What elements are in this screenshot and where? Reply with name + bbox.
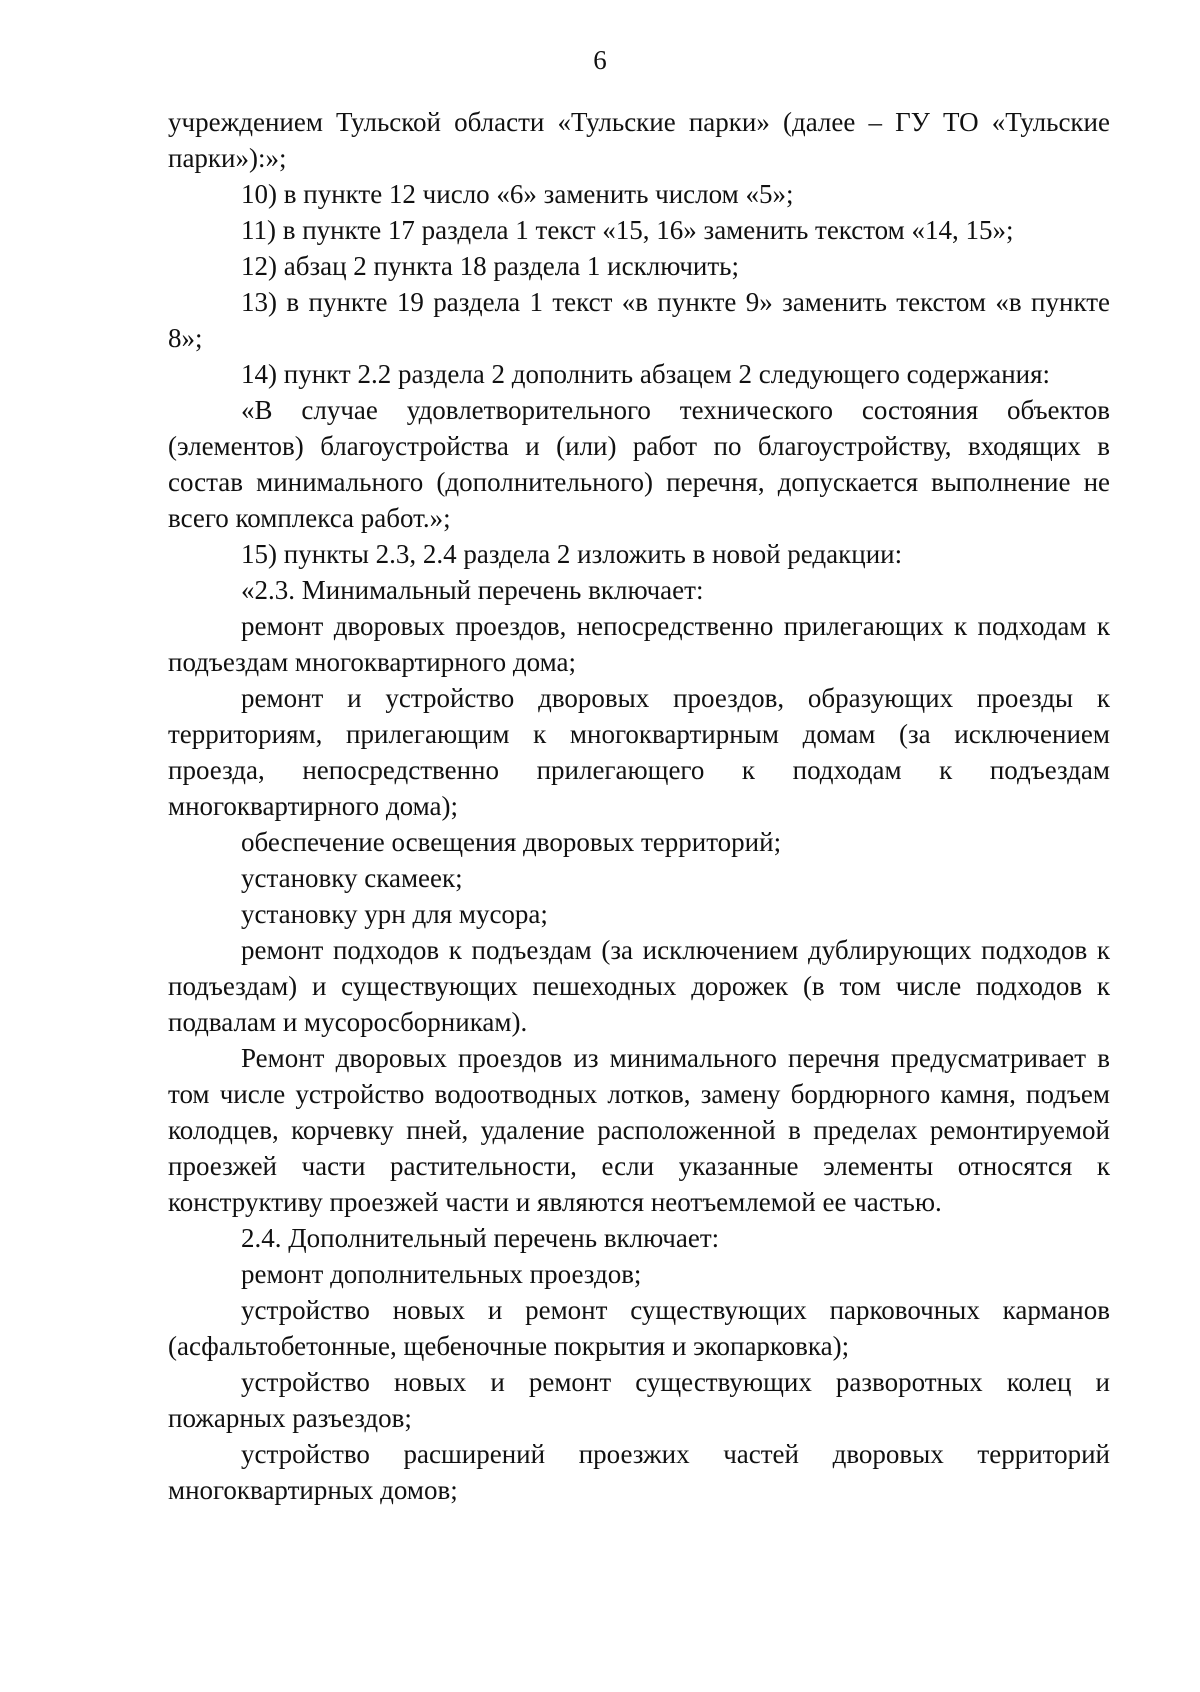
paragraph: 13) в пункте 19 раздела 1 текст «в пункте 9» заменить текстом «в пункте 8»;	[168, 287, 1110, 353]
page-number: 6	[593, 45, 607, 75]
paragraph: 2.4. Дополнительный перечень включает:	[241, 1223, 720, 1253]
paragraph: ремонт подходов к подъездам (за исключением дублирующих подходов к подъездам) и существующих пешеходных дорожек (в том числе подходов к подвалам и мусоросборникам).	[168, 935, 1110, 1037]
paragraph: устройство новых и ремонт существующих разворотных колец и пожарных разъездов;	[168, 1367, 1110, 1433]
paragraph: устройство расширений проезжих частей дворовых территорий многоквартирных домов;	[168, 1439, 1110, 1505]
paragraph: установку скамеек;	[241, 863, 463, 893]
paragraph: «2.3. Минимальный перечень включает:	[241, 575, 704, 605]
paragraph: ремонт дополнительных проездов;	[241, 1259, 642, 1289]
paragraph: 11) в пункте 17 раздела 1 текст «15, 16» заменить текстом «14, 15»;	[241, 215, 1014, 245]
paragraph: 10) в пункте 12 число «6» заменить числом «5»;	[241, 179, 794, 209]
paragraph: учреждением Тульской области «Тульские парки» (далее – ГУ ТО «Тульские парки»):»;	[168, 107, 1110, 173]
paragraph: ремонт и устройство дворовых проездов, образующих проезды к территориям, прилегающим к многоквартирным домам (за исключением проезда, непосредственно прилегающего к подходам к подъездам многоквартирного дома);	[168, 683, 1110, 821]
paragraph: 14) пункт 2.2 раздела 2 дополнить абзацем 2 следующего содержания:	[241, 359, 1051, 389]
paragraph: ремонт дворовых проездов, непосредственно прилегающих к подходам к подъездам многоквартирного дома;	[168, 611, 1110, 677]
paragraph: 12) абзац 2 пункта 18 раздела 1 исключить;	[241, 251, 739, 281]
paragraph: 15) пункты 2.3, 2.4 раздела 2 изложить в новой редакции:	[241, 539, 903, 569]
paragraph: установку урн для мусора;	[241, 899, 548, 929]
paragraph: Ремонт дворовых проездов из минимального перечня предусматривает в том числе устройство водоотводных лотков, замену бордюрного камня, подъем колодцев, корчевку пней, удаление расположенной в пределах ремонтируемой проезжей части растительности, если указанные элементы относятся к конструктиву проезжей части и являются неотъемлемой ее частью.	[168, 1043, 1110, 1217]
document-body	[168, 104, 1110, 1508]
paragraph: устройство новых и ремонт существующих парковочных карманов (асфальтобетонные, щебеночные покрытия и экопарковка);	[168, 1295, 1110, 1361]
paragraph: обеспечение освещения дворовых территорий;	[241, 827, 782, 857]
paragraph: «В случае удовлетворительного технического состояния объектов (элементов) благоустройства и (или) работ по благоустройству, входящих в состав минимального (дополнительного) перечня, допускается выполнение не всего комплекса работ.»;	[168, 395, 1110, 533]
